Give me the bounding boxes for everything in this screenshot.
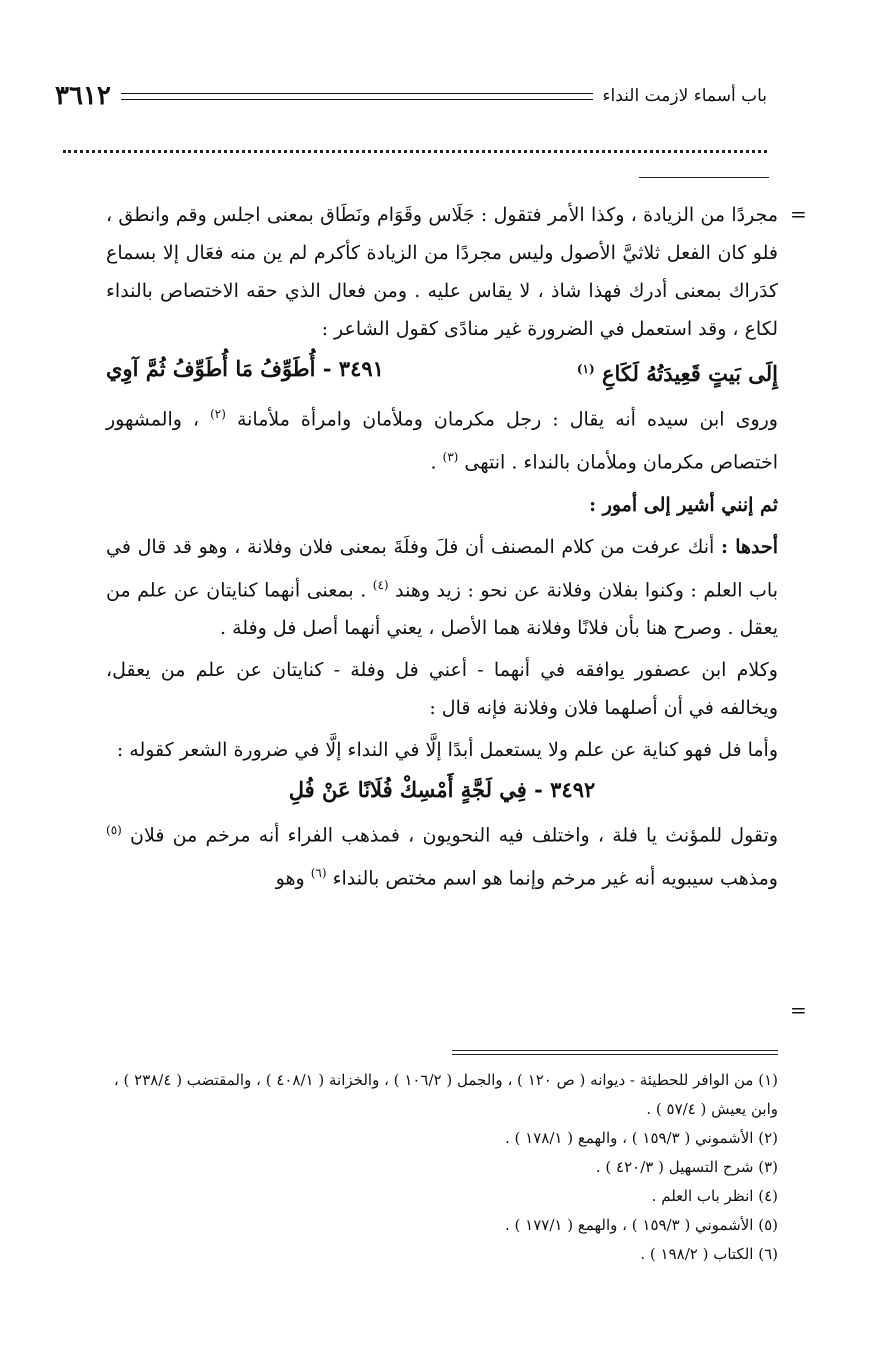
main-text [106,196,778,898]
footnote-ref-4: (٤) [372,577,389,592]
page-header [55,76,767,116]
paragraph-3-lead: أحدها : [720,535,778,558]
paragraph-2-part-a: وروى ابن سيده أنه يقال : رجل مكرمان وملأمان وامرأة ملأمانة [236,408,778,431]
paragraph-6 [106,811,778,898]
paragraph-3-part-a: أنك عرفت من كلام المصنف أن فلَ وفلَةَ بمعنى فلان وفلانة ، وهو قد قال في باب العلم : وكنوا بفلان وفلانة عن نحو : زيد وهند [106,535,778,601]
continuation-mark-bottom: = [790,998,807,1022]
footnote-6: (٦) الكتاب ( ١٩٨/٢ ) . [640,1245,778,1263]
verse-first-hemistich: ٣٤٩١ - أُطَوِّفُ مَا أُطَوِّفُ ثُمَّ آوِي [106,356,384,381]
paragraph-6-part-a: وتقول للمؤنث يا فلة ، واختلف فيه النحويون ، فمذهب الفراء أنه مرخم من فلان [130,824,778,847]
paragraph-2-part-c: . [430,451,437,474]
continuation-mark-top: = [790,202,807,226]
paragraph-5: وأما فل فهو كناية عن علم ولا يستعمل أبدًا إلَّا في النداء إلَّا في ضرورة الشعر كقوله : [116,738,778,761]
paragraph-6-part-c: وهو [275,867,305,890]
paragraph-4: وكلام ابن عصفور يوافقه في أنهما - أعني فل وفلة - كنايتان عن علم من يعقل، ويخالفه في أن أصلهما فلان وفلانة فإنه قال : [106,658,778,719]
paragraph-6-part-b: ومذهب سيبويه أنه غير مرخم وإنما هو اسم مختص بالنداء [332,867,778,890]
paragraph-2-part-b: ، والمشهور اختصاص مكرمان وملأمان بالنداء . انتهى [106,408,778,474]
dotted-separator [63,150,767,159]
chapter-title: باب أسماء لازمت النداء [602,86,767,106]
verse-second-hemistich [577,348,778,395]
subheading: ثم إنني أشير إلى أمور : [589,493,778,516]
verse-3492 [106,769,778,811]
verse-3491 [106,348,778,395]
footnote-4: (٤) انظر باب العلم . [651,1187,778,1205]
verse-second-text: إِلَى بَيتٍ قَعِيدَتُهُ لَكَاعِ [601,361,778,386]
footnote-rule [452,1050,778,1055]
verse-3492-text: ٣٤٩٢ - فِي لَجَّةٍ أَمْسِكْ فُلَانًا عَنْ فُلِ [288,776,596,802]
footnote-ref-6: (٦) [310,866,327,881]
footnote-2: (٢) الأشموني ( ١٥٩/٣ ) ، والهمع ( ١٧٨/١ ) . [505,1129,778,1147]
footnotes [106,1066,778,1269]
section-rule [639,177,769,178]
paragraph-3 [106,528,778,647]
footnote-ref-5: (٥) [106,822,122,837]
page-number: ٣٦١٢ [55,81,111,111]
header-rule [121,93,593,100]
footnote-ref-1: (١) [576,362,595,376]
footnote-1: (١) من الوافر للحطيئة - ديوانه ( ص ١٢٠ ) ، والجمل ( ١٠٦/٢ ) ، والخزانة ( ٤٠٨/١ ) ، والمقتضب ( ٢٣٨/٤ ) ، وابن يعيش ( ٥٧/٤ ) . [113,1071,778,1118]
footnote-ref-3: (٣) [442,450,459,465]
paragraph-2 [106,395,778,482]
paragraph-1: مجردًا من الزيادة ، وكذا الأمر فتقول : جَلَاس وقَوَام ونَطَاق بمعنى اجلس وقم وانطق ، فلو كان الفعل ثلاثيَّ الأصول وليس مجردًا من الزيادة كأكرم لم ين منه فعَال إلا بسماع كدَراك بمعنى أدرك فهذا شاذ ، لا يقاس عليه . ومن فعال الذي حقه الاختصاص بالنداء لكاع ، وقد استعمل في الضرورة غير منادًى كقول الشاعر : [106,204,778,340]
footnote-3: (٣) شرح التسهيل ( ٤٢٠/٣ ) . [595,1158,778,1176]
footnote-5: (٥) الأشموني ( ١٥٩/٣ ) ، والهمع ( ١٧٧/١ ) . [505,1216,778,1234]
footnote-ref-2: (٢) [210,407,226,421]
paragraph-3-part-b: . بمعنى أنهما كنايتان عن علم من يعقل . وصرح هنا بأن فلانًا وفلانة هما الأصل ، يعني أنهما أصل فل وفلة . [106,578,778,639]
